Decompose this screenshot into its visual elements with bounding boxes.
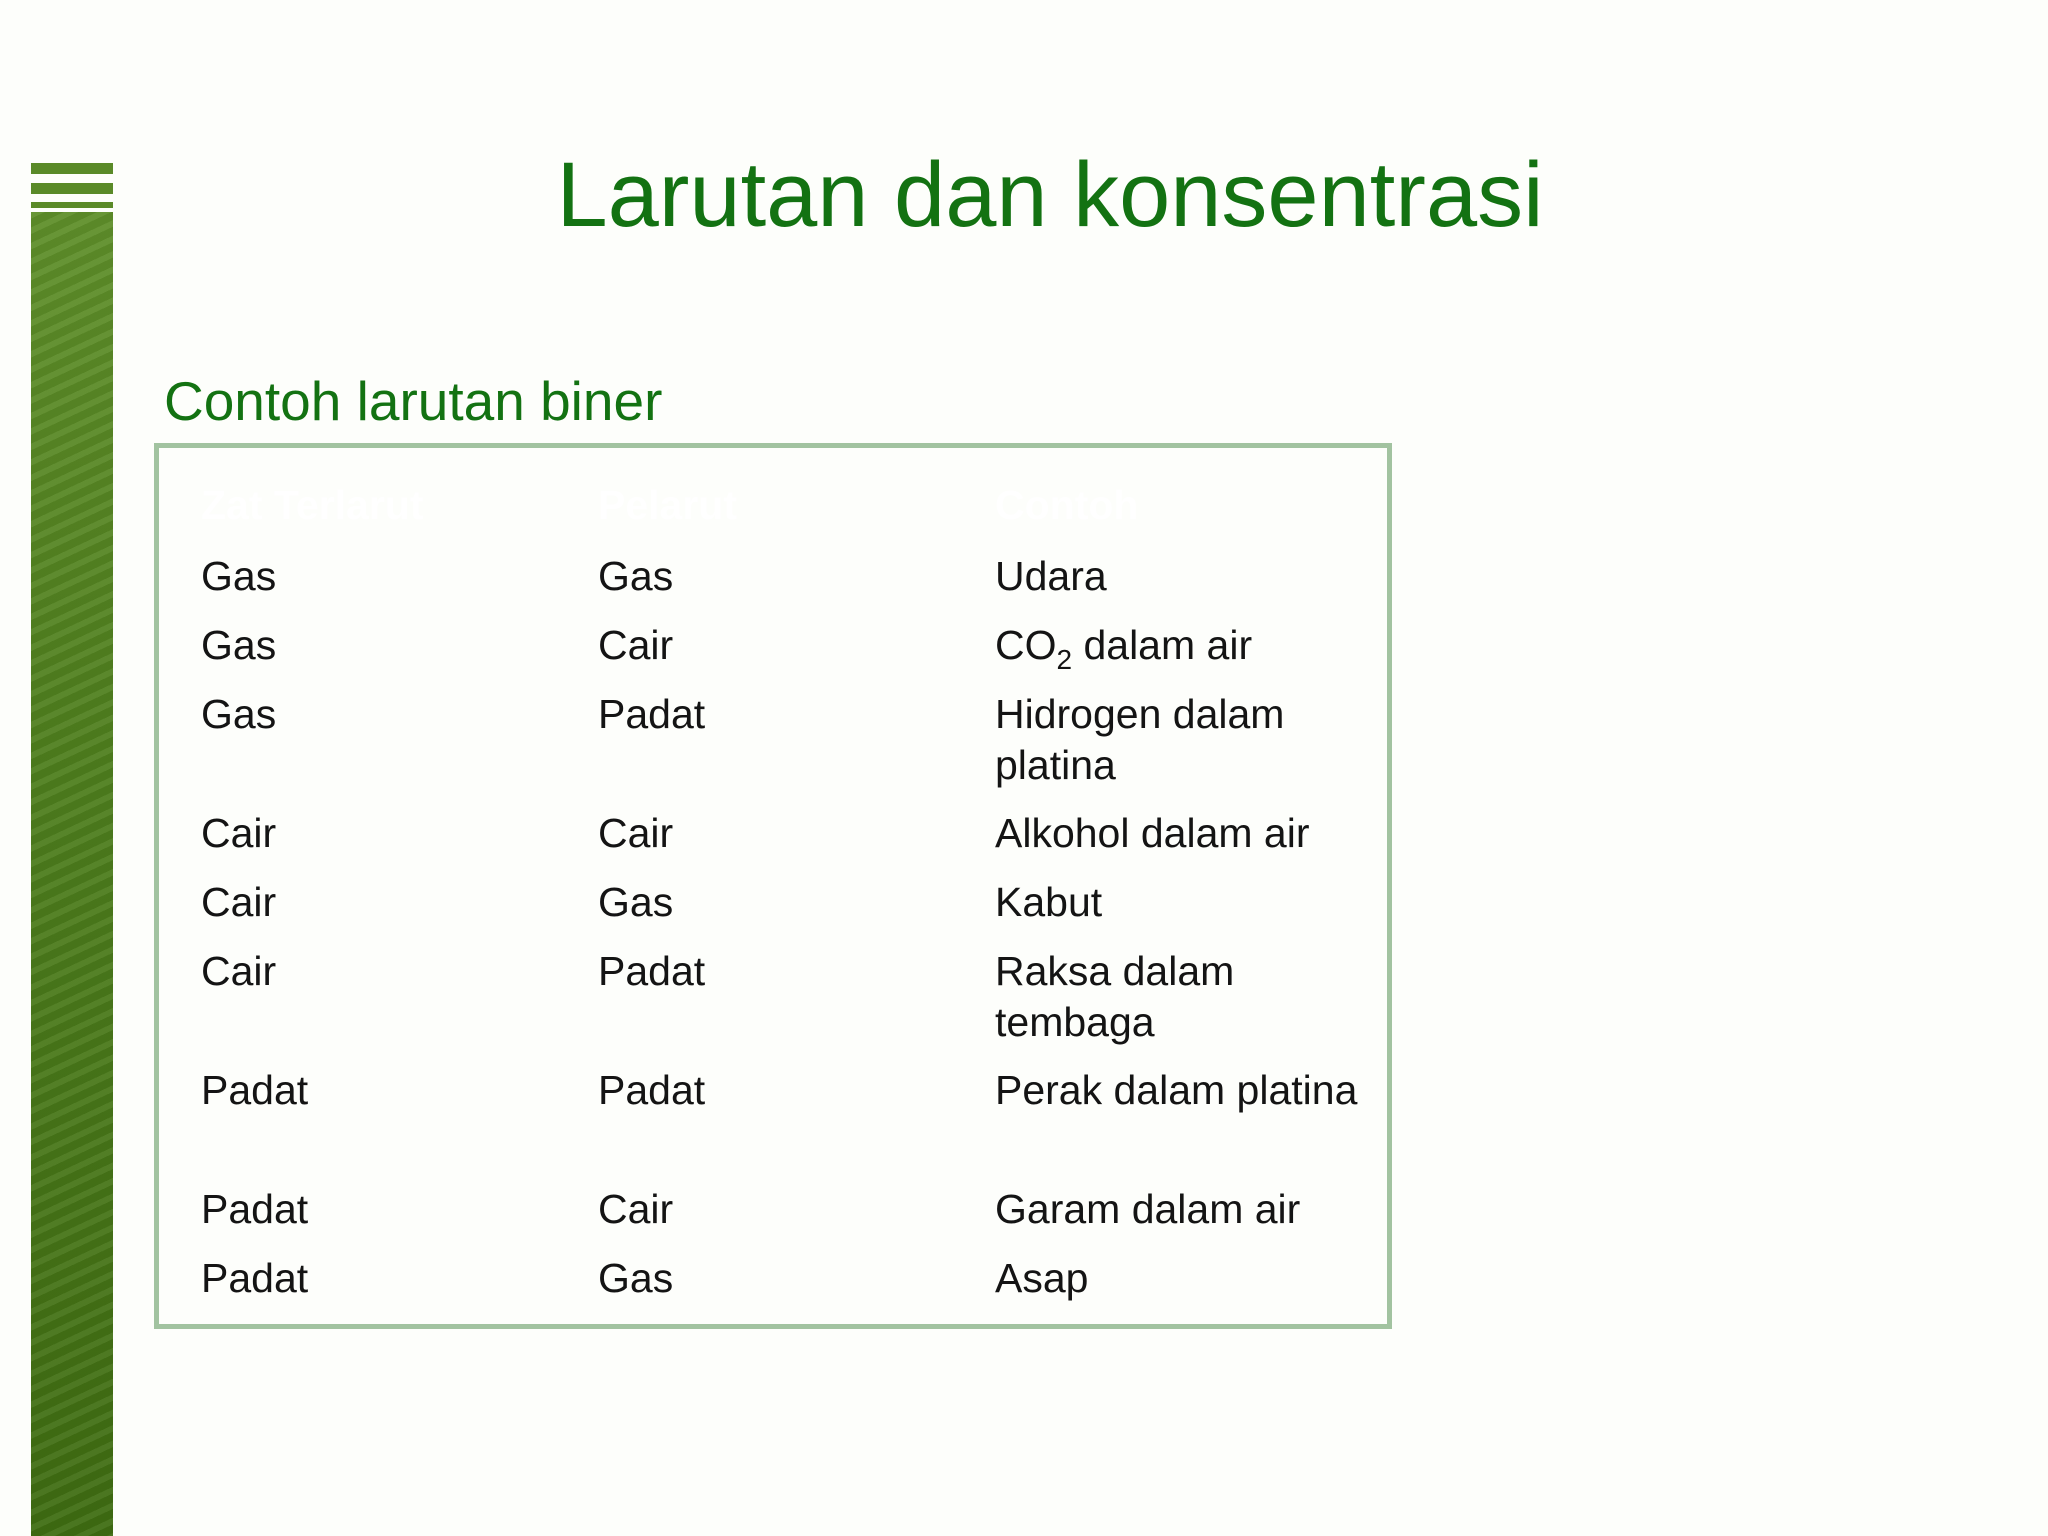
cell-solvent: Cair (598, 1186, 674, 1232)
cell-solvent: Cair (598, 810, 674, 856)
cell-solute: Gas (201, 622, 277, 668)
example-text: dalam air (1072, 622, 1253, 668)
decor-stripe-2 (31, 183, 113, 194)
cell-solute: Cair (201, 948, 277, 994)
slide-subtitle: Contoh larutan biner (164, 370, 663, 432)
cell-solute: Cair (201, 810, 277, 856)
cell-solvent: Padat (598, 948, 706, 994)
header-example: Contoh (995, 482, 1139, 528)
decorative-sidebar (31, 212, 113, 1536)
cell-solute: Padat (201, 1186, 309, 1232)
cell-example: Udara (995, 553, 1107, 599)
cell-solvent: Gas (598, 1255, 674, 1301)
cell-example: Kabut (995, 879, 1103, 925)
header-solvent: Pelarut (598, 482, 737, 528)
cell-example (995, 620, 1375, 675)
cell-solute: Padat (201, 1255, 309, 1301)
slide-title: Larutan dan konsentrasi (556, 144, 1544, 246)
cell-example: Asap (995, 1255, 1089, 1301)
cell-solute: Gas (201, 691, 277, 737)
cell-solvent: Gas (598, 553, 674, 599)
cell-solvent: Padat (598, 1067, 706, 1113)
cell-example: Raksa dalam tembaga (995, 948, 1235, 1045)
cell-example: Perak dalam platina (995, 1067, 1358, 1113)
cell-solute: Gas (201, 553, 277, 599)
cell-solvent: Gas (598, 879, 674, 925)
formula-subscript: 2 (1056, 644, 1073, 675)
cell-example: Hidrogen dalam platina (995, 691, 1285, 788)
header-solute: Zat Terlarut (201, 482, 424, 528)
cell-example: Garam dalam air (995, 1186, 1301, 1232)
cell-example: Alkohol dalam air (995, 810, 1310, 856)
cell-solvent: Cair (598, 622, 674, 668)
binary-solution-table (154, 443, 1392, 1329)
cell-solute: Cair (201, 879, 277, 925)
cell-solvent: Padat (598, 691, 706, 737)
formula-co: CO (995, 622, 1057, 668)
decor-stripe-3 (31, 202, 113, 208)
cell-solute: Padat (201, 1067, 309, 1113)
decor-stripe-1 (31, 163, 113, 174)
